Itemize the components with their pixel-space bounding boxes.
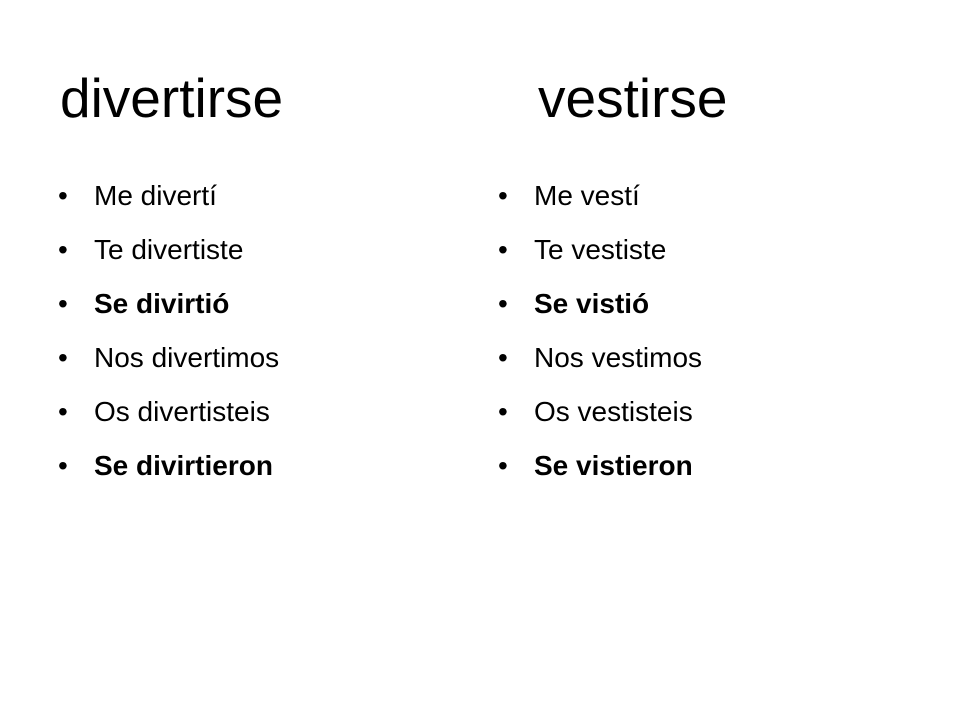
conjugation-text: Me divertí [94,180,217,211]
bullet-icon: • [58,450,68,481]
conjugation-text: Se vistió [534,288,650,319]
bullet-icon: • [58,180,68,211]
list-item [498,172,898,226]
title-divertirse: divertirse [60,67,284,129]
list-item [58,280,458,334]
vestirse-conjugation-list [498,172,898,496]
conjugation-text: Se divirtieron [94,450,273,481]
conjugation-text: Os vestisteis [534,396,693,427]
conjugation-text: Me vestí [534,180,640,211]
divertirse-conjugation-list [58,172,458,496]
bullet-icon: • [498,234,508,265]
slide-title [0,58,960,138]
bullet-icon: • [58,396,68,427]
title-vestirse: vestirse [538,67,728,129]
list-item [498,226,898,280]
conjugation-text: Nos divertimos [94,342,280,373]
list-item [498,442,898,496]
list-item [58,172,458,226]
list-item [498,334,898,388]
list-item [58,388,458,442]
bullet-icon: • [498,450,508,481]
conjugation-text: Se vistieron [534,450,693,481]
bullet-icon: • [58,234,68,265]
conjugation-text: Te divertiste [94,234,244,265]
list-item [498,280,898,334]
conjugation-text: Os divertisteis [94,396,270,427]
bullet-icon: • [498,342,508,373]
conjugation-text: Nos vestimos [534,342,703,373]
conjugation-text: Se divirtió [94,288,230,319]
conjugation-text: Te vestiste [534,234,667,265]
list-item [58,442,458,496]
bullet-icon: • [498,288,508,319]
bullet-icon: • [58,342,68,373]
bullet-icon: • [498,396,508,427]
list-item [58,226,458,280]
list-item [58,334,458,388]
bullet-icon: • [58,288,68,319]
list-item [498,388,898,442]
bullet-icon: • [498,180,508,211]
